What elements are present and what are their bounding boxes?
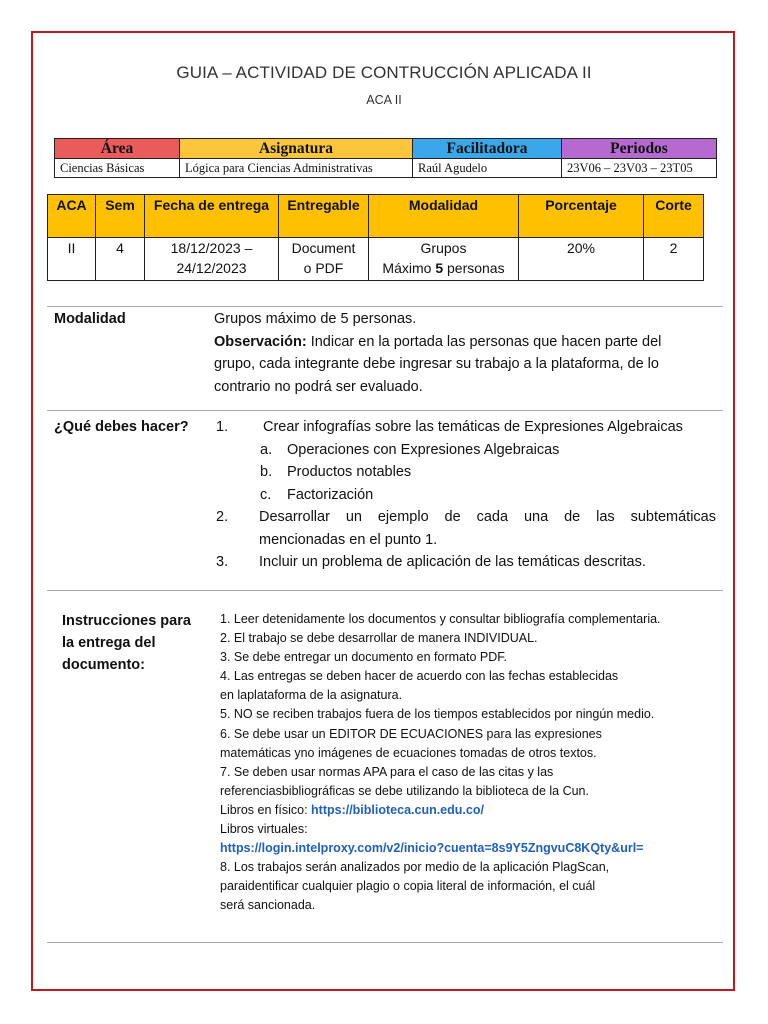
biblioteca-link[interactable]: https://biblioteca.cun.edu.co/ (311, 802, 484, 817)
header-periodos: Periodos (562, 139, 717, 159)
instruction-line: en laplataforma de la asignatura. (220, 688, 403, 703)
cell-entregable: Document o PDF (279, 238, 369, 281)
instruction-line: Libros en físico: https://biblioteca.cun.edu.co/ (220, 802, 484, 817)
instruction-line: 3. Se debe entregar un documento en formato PDF. (220, 650, 507, 665)
info-table (54, 138, 717, 178)
instruction-line: matemáticas yno imágenes de ecuaciones tomadas de otros textos. (220, 745, 597, 760)
header-porcentaje: Porcentaje (519, 195, 644, 238)
instrucciones-list (220, 610, 735, 916)
instruction-line: 5. NO se reciben trabajos fuera de los tiempos establecidos por ningún medio. (220, 707, 655, 722)
page-title: GUIA – ACTIVIDAD DE CONTRUCCIÓN APLICADA II (176, 63, 592, 82)
cell-modalidad: Grupos Máximo 5 personas (369, 238, 519, 281)
cell-fecha: 18/12/2023 – 24/12/2023 (145, 238, 279, 281)
instrucciones-label: Instrucciones para la entrega del documento: (62, 613, 191, 673)
task-item: 2. Desarrollar un ejemplo de cada una de las subtemáticas (216, 509, 716, 525)
header-aca: ACA (48, 195, 96, 238)
task-item: 3. Incluir un problema de aplicación de las temáticas descritas. (216, 554, 646, 570)
subtask-item: c. Factorización (260, 486, 374, 503)
instruction-line: Libros virtuales: (220, 822, 308, 837)
instruction-line: 6. Se debe usar un EDITOR DE ECUACIONES para las expresiones (220, 726, 602, 741)
header-modalidad: Modalidad (369, 195, 519, 238)
header-entregable: Entregable (279, 195, 369, 238)
header-asignatura: Asignatura (180, 139, 413, 159)
value-asignatura: Lógica para Ciencias Administrativas (180, 159, 413, 178)
cell-corte: 2 (644, 238, 704, 281)
cell-aca: II (48, 238, 96, 281)
task-item: 1. Crear infografías sobre las temáticas de Expresiones Algebraicas (216, 419, 683, 435)
divider (47, 410, 723, 411)
cell-sem: 4 (96, 238, 145, 281)
cell-porcentaje: 20% (519, 238, 644, 281)
header-corte: Corte (644, 195, 704, 238)
divider (47, 590, 723, 591)
page-subtitle: ACA II (366, 93, 402, 107)
instruction-line: 1. Leer detenidamente los documentos y consultar bibliografía complementaria. (220, 612, 661, 626)
divider (47, 306, 723, 307)
header-facilitadora: Facilitadora (413, 139, 562, 159)
intelproxy-link[interactable]: https://login.intelproxy.com/v2/inicio?cuenta=8s9Y5ZngvuC8KQty&url= (220, 841, 644, 856)
activity-table (47, 194, 704, 281)
value-facilitadora: Raúl Agudelo (413, 159, 562, 178)
divider (47, 942, 723, 943)
instruction-line: será sancionada. (220, 898, 316, 913)
subtask-item: b. Productos notables (260, 464, 412, 480)
instruction-line: 4. Las entregas se deben hacer de acuerdo con las fechas establecidas (220, 669, 619, 684)
header-area: Área (55, 139, 180, 159)
que-hacer-label: ¿Qué debes hacer? (54, 419, 189, 435)
subtask-item: a. Operaciones con Expresiones Algebraicas (260, 441, 560, 458)
header-sem: Sem (96, 195, 145, 238)
instruction-line: 2. El trabajo se debe desarrollar de manera INDIVIDUAL. (220, 631, 538, 646)
instruction-line: referenciasbibliográficas se debe utilizando la biblioteca de la Cun. (220, 783, 589, 798)
value-area: Ciencias Básicas (55, 159, 180, 178)
instruction-line: 7. Se deben usar normas APA para el caso de las citas y las (220, 764, 554, 779)
value-periodos: 23V06 – 23V03 – 23T05 (562, 159, 717, 178)
modalidad-label: Modalidad (54, 311, 126, 327)
header-fecha: Fecha de entrega (145, 195, 279, 238)
instruction-line: 8. Los trabajos serán analizados por medio de la aplicación PlagScan, (220, 860, 610, 875)
instruction-line: paraidentificar cualquier plagio o copia literal de información, el cuál (220, 879, 596, 894)
modalidad-text: Grupos máximo de 5 personas. Observación: Indicar en la portada las personas que hacen parte del grupo, cada integrante debe ingresar su trabajo a la plataforma, de lo contrario no podrá ser evaluado. (214, 311, 662, 395)
tasks-list: 1. Crear infografías sobre las temáticas de Expresiones Algebraicas a. Operaciones con Expresiones Algebraicas b. Productos notables c. Factorización 2. Desarrollar un ejemplo de cada una de las subtemáticas mencionadas en el punto 1. 3. Incluir un problema de aplicación de las temáticas descritas. (216, 416, 716, 574)
